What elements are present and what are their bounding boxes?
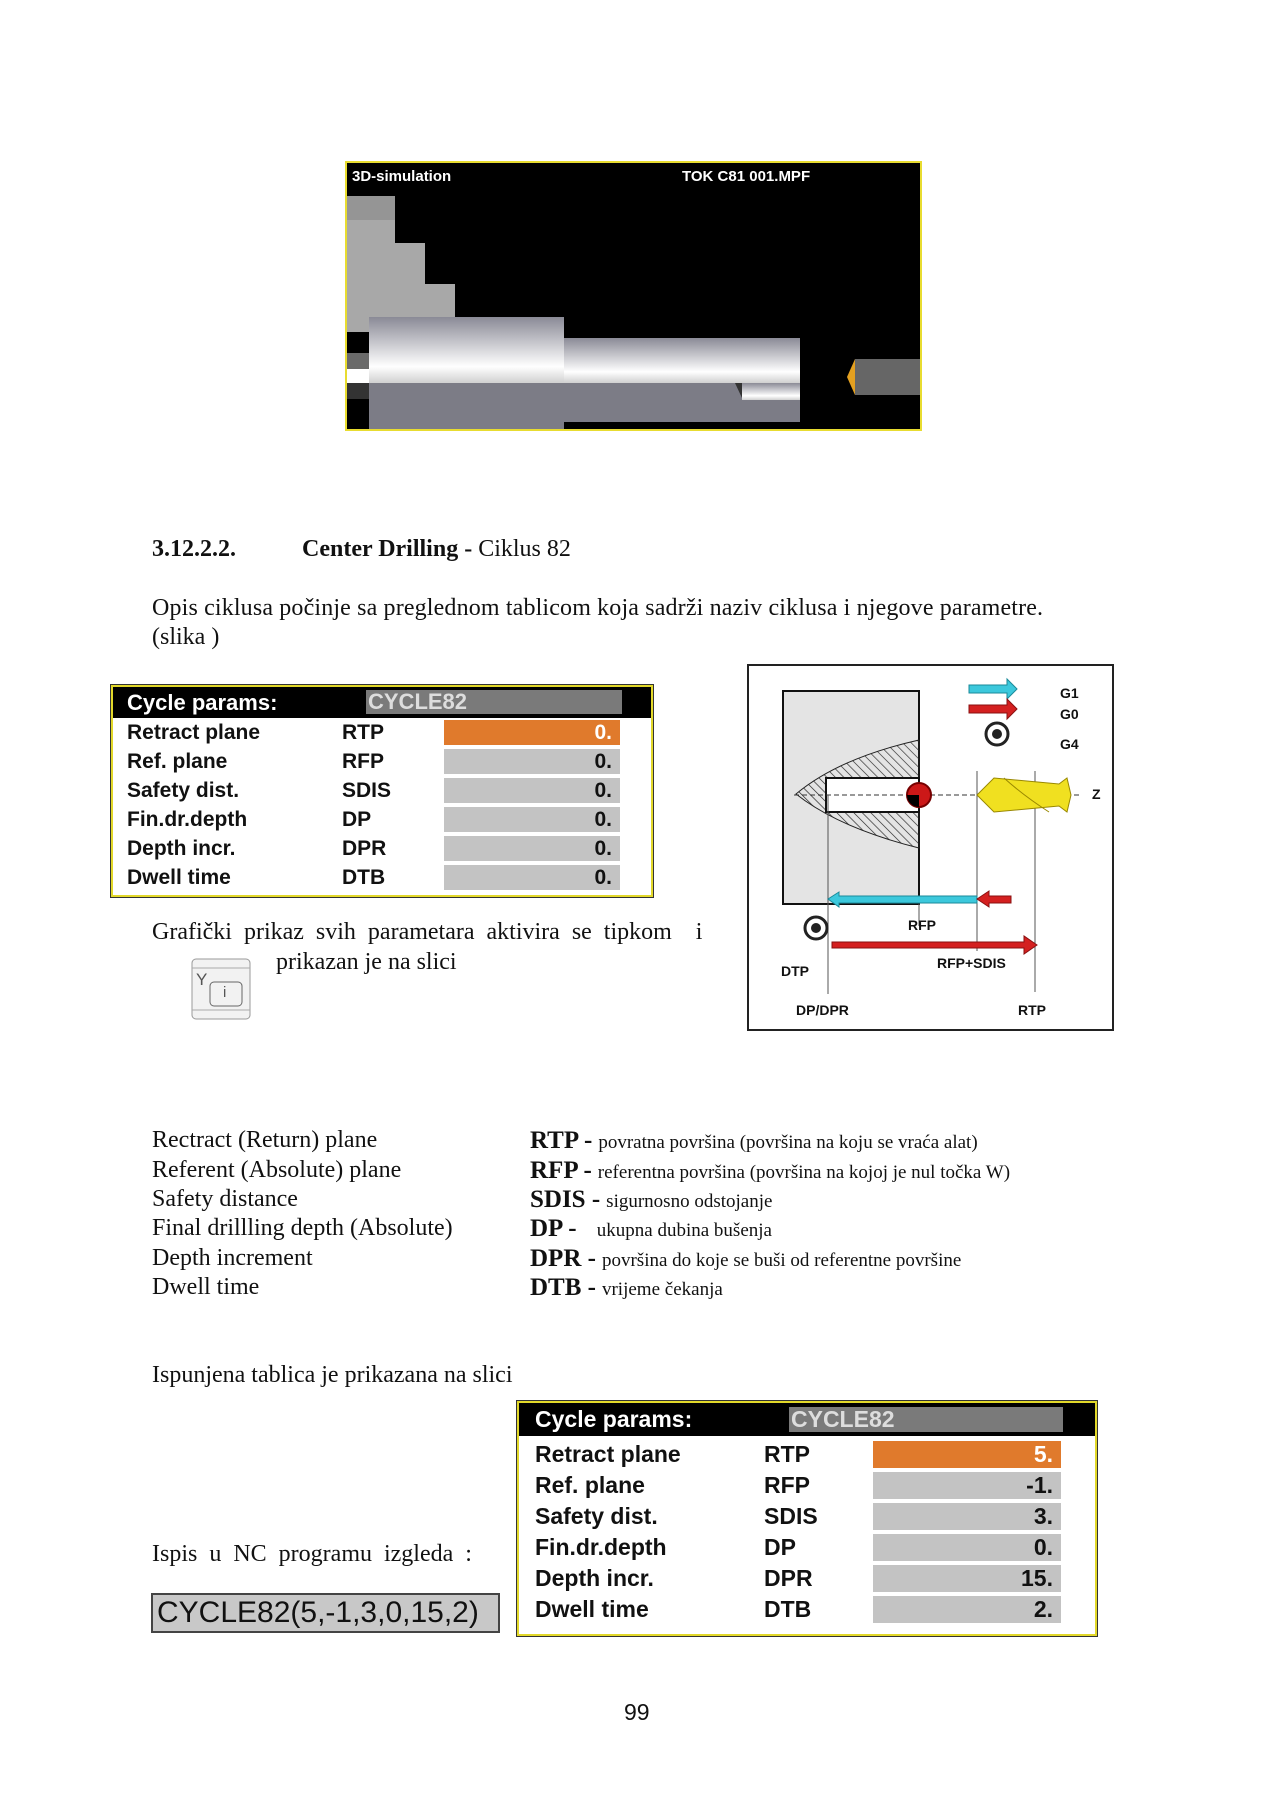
section-heading: [152, 536, 571, 563]
param-code: DP: [342, 808, 372, 831]
label-rfp-sdis: RFP+SDIS: [937, 955, 1006, 971]
param-code: RTP: [764, 1441, 810, 1467]
label-g1: G1: [1060, 685, 1079, 701]
definition-item: [530, 1274, 723, 1302]
label-g4: G4: [1060, 736, 1079, 752]
param-code: SDIS: [342, 779, 392, 802]
param-row: [519, 1470, 1095, 1501]
key-i-label: i: [223, 984, 227, 1001]
definition-code: RFP -: [530, 1157, 592, 1184]
cycle-params-table-empty: [111, 685, 653, 897]
param-value-input[interactable]: -1.: [873, 1472, 1061, 1499]
param-code: DPR: [342, 837, 387, 860]
param-value-input[interactable]: 0.: [444, 720, 620, 745]
param-row: [113, 805, 651, 834]
param-name: Fin.dr.depth: [127, 808, 248, 831]
definition-item: [530, 1127, 978, 1155]
filled-table-caption: Ispunjena tablica je prikazana na slici: [152, 1362, 513, 1388]
label-dp-dpr: DP/DPR: [796, 1002, 849, 1018]
param-code: RFP: [764, 1472, 810, 1498]
param-code: DTB: [764, 1596, 812, 1622]
key-y-label: Y: [196, 970, 208, 989]
drilling-cycle-diagram: [747, 664, 1114, 1031]
label-dtp: DTP: [781, 963, 809, 979]
definition-item: [530, 1245, 961, 1273]
cycle-params-table-filled: [517, 1401, 1097, 1636]
definition-desc: sigurnosno odstojanje: [606, 1191, 773, 1212]
param-code: RFP: [342, 750, 384, 773]
definition-desc: površina do koje se buši od referentne površine: [601, 1250, 962, 1271]
param-name: Dwell time: [127, 866, 231, 889]
param-value-input[interactable]: 0.: [444, 865, 620, 890]
lathe-simulation-graphic: [347, 163, 920, 429]
cycle-name-field[interactable]: CYCLE82: [789, 1407, 1063, 1432]
simulation-title: 3D-simulation: [352, 168, 452, 185]
section-subtitle: Ciklus 82: [472, 536, 571, 562]
param-value-input[interactable]: 15.: [873, 1565, 1061, 1592]
param-name: Safety dist.: [127, 779, 240, 802]
g1-arrow: [969, 679, 1017, 699]
simulation-screen: [345, 161, 922, 431]
drill-tool: [855, 359, 920, 395]
definition-code: DTB -: [530, 1274, 596, 1301]
param-row: [519, 1563, 1095, 1594]
param-row: [113, 747, 651, 776]
graphic-text-line-2: prikazan je na slici: [276, 949, 457, 975]
header-label: Cycle params:: [127, 690, 278, 715]
definition-item: [530, 1186, 772, 1214]
param-name: Ref. plane: [535, 1472, 645, 1498]
workpiece-small-diameter: [564, 338, 800, 383]
param-name: Dwell time: [535, 1596, 649, 1622]
param-name: Safety dist.: [535, 1503, 658, 1529]
param-row: [113, 776, 651, 805]
param-code: DPR: [764, 1565, 813, 1591]
label-z: Z: [1092, 786, 1101, 802]
param-name: Ref. plane: [127, 750, 228, 773]
definition-item: [530, 1157, 1010, 1185]
definition-desc: vrijeme čekanja: [601, 1279, 723, 1300]
header-label: Cycle params:: [535, 1406, 693, 1432]
definition-desc: ukupna dubina bušenja: [582, 1220, 772, 1241]
label-rtp: RTP: [1018, 1002, 1046, 1018]
definition-english: Final drillling depth (Absolute): [152, 1215, 453, 1241]
section-number: 3.12.2.2.: [152, 536, 236, 562]
definition-english: Dwell time: [152, 1274, 260, 1300]
param-value-input[interactable]: 0.: [444, 778, 620, 803]
param-code: SDIS: [764, 1503, 818, 1529]
param-name: Depth incr.: [127, 837, 236, 860]
nc-program-caption: Ispis u NC programu izgleda :: [152, 1541, 472, 1567]
section-title: Center Drilling -: [302, 536, 473, 562]
definition-code: RTP -: [530, 1127, 593, 1154]
definition-code: DPR -: [530, 1245, 596, 1272]
param-value-input[interactable]: 0.: [444, 836, 620, 861]
param-name: Retract plane: [535, 1441, 681, 1467]
info-key-icon[interactable]: [191, 958, 251, 1020]
definition-desc: povratna površina (površina na koju se vraća alat): [598, 1132, 978, 1153]
definition-item: [530, 1215, 772, 1243]
param-value-input[interactable]: 0.: [444, 807, 620, 832]
param-row: [519, 1439, 1095, 1470]
intro-line-2: (slika ): [152, 624, 220, 650]
graphic-text-line-1: Grafički prikaz svih parametara aktivira se tipkom i: [152, 919, 703, 945]
param-row: [113, 834, 651, 863]
param-name: Depth incr.: [535, 1565, 654, 1591]
param-value-input[interactable]: 5.: [873, 1441, 1061, 1468]
param-value-input[interactable]: 2.: [873, 1596, 1061, 1623]
param-code: RTP: [342, 721, 384, 744]
definition-desc: referentna površina (površina na kojoj je nul točka W): [597, 1162, 1011, 1183]
label-g0: G0: [1060, 706, 1079, 722]
param-code: DTB: [342, 866, 386, 889]
param-code: DP: [764, 1534, 796, 1560]
param-row: [519, 1532, 1095, 1563]
param-name: Retract plane: [127, 721, 261, 744]
rapid-approach-arrow: [977, 891, 1011, 907]
label-rfp: RFP: [908, 917, 936, 933]
definition-english: Rectract (Return) plane: [152, 1127, 378, 1153]
g0-arrow: [969, 699, 1017, 719]
param-value-input[interactable]: 0.: [873, 1534, 1061, 1561]
param-name: Fin.dr.depth: [535, 1534, 667, 1560]
param-value-input[interactable]: 0.: [444, 749, 620, 774]
param-row: [113, 718, 651, 747]
cycle-name-field[interactable]: CYCLE82: [366, 690, 622, 714]
definition-english: Depth increment: [152, 1245, 313, 1271]
rapid-retract-arrow: [832, 936, 1037, 954]
nc-code-line: CYCLE82(5,-1,3,0,15,2): [151, 1593, 500, 1633]
definition-code: DP -: [530, 1215, 577, 1242]
page-number: 99: [624, 1699, 650, 1725]
intro-line-1: Opis ciklusa počinje sa preglednom tablicom koja sadrži naziv ciklusa i njegove parametre.: [152, 595, 1044, 621]
param-row: [519, 1501, 1095, 1532]
drilled-hole: [826, 778, 919, 812]
param-value-input[interactable]: 3.: [873, 1503, 1061, 1530]
definition-english: Referent (Absolute) plane: [152, 1157, 402, 1183]
param-row: [519, 1594, 1095, 1625]
param-row: [113, 863, 651, 892]
definition-code: SDIS -: [530, 1186, 601, 1213]
simulation-file: TOK C81 001.MPF: [682, 168, 811, 185]
workpiece-large-diameter: [369, 317, 564, 383]
definition-english: Safety distance: [152, 1186, 298, 1212]
